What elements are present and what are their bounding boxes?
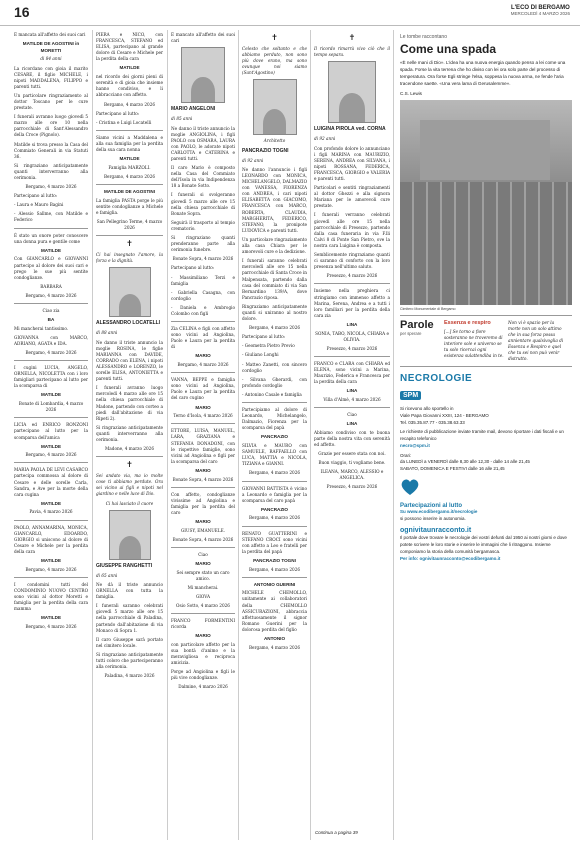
notice-text: FRANCO e CLARA con CHIARA ed ELENA, sono vicini a Marina, Maurizio, Federica e Francesca per la perdita della cara	[314, 360, 390, 385]
divider	[171, 321, 235, 322]
memorial-quote: Ci hai insegnato l'amore, la forza e la dignità.	[96, 252, 163, 264]
deceased-name: LUIGINA PIROLA ved. CORNA	[314, 126, 386, 133]
notice-text: - Massimiliano Terzi e famiglia	[171, 274, 235, 286]
notice-text: I funerali si svolgeranno giovedì 5 marzo alle ore 15 nella chiesa parrocchiale di Bonate Sopra.	[171, 192, 235, 216]
info-line: Viale Papa Giovanni XXIII, 124 - BERGAMO	[400, 412, 489, 418]
notice-place-date: Osio Sotto, 4 marzo 2026	[176, 602, 230, 608]
divider	[14, 228, 88, 229]
notice-place-date: Bonate Sopra, 4 marzo 2026	[172, 256, 234, 262]
hours-title: Orari:	[400, 452, 412, 458]
notice-text: Il caro Giuseppe sarà portato nel cimitero locale.	[96, 636, 163, 648]
notice-text: - Alessio Sallme, con Matilde e Federico	[14, 211, 88, 223]
memorial-quote: Sei andato via, ma io molte cose ti abbiamo perdute. Ora sei vicino ai figli e nipoti nel giardino e nelle luce di Dio.	[96, 473, 163, 497]
deceased-name: MARIO ANGELONI	[171, 106, 216, 113]
heart-icon	[400, 478, 420, 496]
divider	[242, 481, 307, 482]
deceased-name: MARIO	[195, 467, 211, 473]
notice-text: Mi mancherai tantissimo.	[14, 325, 69, 331]
notice-text: con particolare affetto per la sua bontà d'animo e la meravigliosa e reciproca amicizia.	[171, 641, 235, 666]
divider	[171, 423, 235, 424]
continued-notice: Continua a pagina 39	[315, 830, 358, 835]
hours-line: SABATO, DOMENICA E FESTIVI dalle 16 alle 21,45	[400, 466, 505, 472]
deceased-name: ANTONIO	[263, 635, 286, 641]
notice-text: I cugini LUCIA, ANGELO, ORNELLA, NICOLETTA con i loro famigliari partecipano al lutto per la scomparsa di	[14, 365, 88, 389]
notice-place-date: Presezzo, 4 marzo 2026	[326, 484, 378, 490]
divider	[171, 613, 235, 614]
notice-text: Con profondo dolore lo annunciano i figli MARINA con MAURIZIO, SERENA, ANDREA con SILVANA, i nipoti ROSSANA, FEDERICA, FRANCESCA, GIORGIO e VALERIA e parenti tutti.	[314, 145, 390, 181]
notice-place-date: Bergamo, 4 marzo 2026	[25, 452, 77, 458]
notice-text: VANNA, BEPPE e famiglia sono vicini ad Angiolina, Paolo e Laura per la perdita del caro cugino	[171, 377, 235, 401]
deceased-name: MATILDE	[40, 500, 62, 506]
deceased-name: PANCRAZIO	[261, 506, 288, 512]
notice-text: La famiglia PASTA porge le più sentite condoglianze a Michele e famiglia.	[96, 197, 163, 215]
notice-place-date: Bergamo, 4 marzo 2026	[177, 362, 229, 368]
notice-text: Ciao zia	[42, 307, 60, 313]
notice-text: Ne danno il triste annuncio la moglie ROSINA, le figlie MARIANNA con DAVIDE, CORRADO con ELENA, i nipoti ALESSANDRO e LORENZO, le sorelle ELISA, ANTONIETTA e parenti tutti.	[96, 339, 163, 382]
notice-text: Siamo vicini a Maddalena e alla sua famiglia per la perdita della sua cara nonna	[96, 134, 163, 152]
obituary-column-3	[171, 32, 235, 842]
deceased-age: di 92 anni	[314, 136, 336, 142]
divider	[242, 577, 307, 578]
divider	[96, 456, 163, 457]
obituary-column-1	[14, 32, 88, 842]
notice-text: Con affetto, condoglianze vivissime ad Angiolina e famiglia per la perdita del caro	[171, 491, 235, 515]
notice-place-date: Paladina, 4 marzo 2026	[104, 673, 155, 679]
deceased-name: ALESSANDRO LOCATELLI	[96, 320, 161, 327]
deceased-age: di 88 anni	[96, 330, 118, 336]
notice-text: Si ringraziano anticipatamente tutti coloro che parteciperanno alla cerimonia.	[96, 651, 163, 670]
notice-text: Ne danno il triste annuncio la moglie ANGIOLINA, i figli PAOLO con OSMARA, LAURA con PAOLO, le adorate nipoti CARLOTTA e CATERINA e parenti tutti.	[171, 125, 235, 161]
deceased-name: GIUSEPPE RANGHETTI	[96, 562, 153, 569]
notice-place-date: Bergamo, 4 marzo 2026	[25, 623, 77, 629]
deceased-name: PANCRAZIO	[261, 434, 288, 440]
notice-text: Ne dà il triste annuncio ORNELLA con tutta la famiglia.	[96, 581, 163, 600]
divider	[314, 283, 390, 284]
notice-place-date: Dalmine, 4 marzo 2026	[178, 684, 228, 690]
divider	[242, 526, 307, 527]
notice-text: Si ringraziano anticipatamente quanti interverranno alla cerimonia.	[96, 424, 163, 442]
divider	[96, 184, 163, 185]
deceased-name: LINA	[346, 321, 358, 327]
notice-text: Con GIANCARLO e GIOVANNI partecipo al dolore dei suoi cari e prego le sue più sentite condoglianze.	[14, 256, 88, 280]
notice-text: Ne danno l'annuncio i figli LEONARDO con MONICA, MICHELANGELO, DALMAZIO con VANESSA, FIORENZA con ANDREA, i cari nipoti ELISABETTA con GIACOMO, FRANCESCA con MARCO, ROBERTA, CLAUDIA, MARGHERITA, FEDERICO, STEFANO, la pronipote LUDOVICA e parenti tutti.	[242, 166, 307, 233]
notice-place-date: Bergamo, 4 marzo 2026	[248, 644, 301, 650]
deceased-name: MARIO	[195, 353, 211, 359]
cross-icon: ✝	[126, 460, 133, 470]
notice-text: LICIA ed ENRICO RONZONI partecipano al lutto per la scomparsa dell'amica	[14, 422, 88, 440]
deceased-title: Architetto	[263, 138, 286, 144]
photo-caption: Cimitero Monumentale di Bergamo	[400, 306, 456, 311]
obituary-column-2	[96, 32, 163, 842]
notice-signature: SONIA, TABO, NICOLA, CHIARA e OLIVIA.	[315, 330, 389, 342]
divider	[14, 303, 88, 304]
notice-text: - Silvana Gherardi, con profondo cordoglio	[242, 376, 307, 388]
notice-text: Porge ad Angiolina e figli le più vive condoglianze.	[171, 669, 235, 681]
notice-text: RENATO GUATTERINI e STEFANO CROCI sono vicini con affetto a Leo e fratelli per la perdita del papà	[242, 530, 307, 554]
portal-info[interactable]: Per info: ognivitaunracconto@ecodibergamo.it	[400, 555, 501, 561]
notice-text: I funerali verranno celebrati giovedì alle ore 15 nella parrocchiale di Presezzo, partendo dalla casa funeraria in via F.lli Calvi 8 di Ponte San Pietro, ove la nostra cara Luigina è composta.	[314, 212, 390, 248]
paper-name: L'ECO DI BERGAMO	[510, 5, 570, 11]
notice-text: È stato un onore poter conoscere una donna pura e gentile come	[14, 232, 88, 244]
deceased-name: MATILDE DE AGOSTINI	[103, 188, 156, 194]
divider	[14, 577, 88, 578]
notice-text: Il caro Mario è composto nella Casa del Commiato dell'Isola in via Indipendenza 18 a Bonate Sotto.	[171, 165, 235, 189]
notice-text: - Gabriella Casagna, con cordoglio	[171, 289, 235, 301]
deceased-name: MATILDE	[40, 443, 62, 449]
notice-text: Mi mancherai.	[187, 584, 219, 590]
notice-text: Partecipano al lutto:	[171, 265, 215, 271]
deceased-name: MARIO	[195, 633, 211, 639]
memorial-quote: Celesto che soltanto e che abbiamo perduto, non sono più dove erano, ma sono ovunque noi siamo (Sant'Agostino)	[242, 46, 307, 76]
notice-text: - Daniela e Ambrogio Colombo con figli	[171, 304, 235, 316]
article-signature: C.S. Lewis	[400, 90, 422, 96]
notice-text: Seguirà il trasporto al tempio crematorio.	[171, 219, 235, 231]
cross-icon: ✝	[348, 33, 356, 42]
notice-text: Partecipiamo al dolore di Leonardo, Michelangelo, Dalmazio, Fiorenza per la scomparsa del papà	[242, 407, 307, 431]
notice-place-date: Presezzo, 4 marzo 2026	[326, 345, 378, 351]
notice-signature: BARBARA	[40, 283, 62, 289]
lutto-title: Partecipazioni al lutto	[400, 502, 463, 509]
notice-text: Ciao	[347, 411, 357, 417]
divider	[314, 407, 390, 408]
notice-place-date: Bonate Sopra, 4 marzo 2026	[172, 476, 234, 482]
deceased-age: di 84 anni	[40, 56, 62, 62]
notice-signature: ILEANA, MARCO, ALESSIO e ANGELICA.	[320, 469, 384, 481]
notice-place-date: Bergamo, 4 marzo 2026	[25, 566, 77, 572]
notice-place-date: Madone, 4 marzo 2026	[104, 446, 154, 452]
hours-line: da LUNEDÌ a VENERDÌ dalle 8,30 alle 12,30 - dalle 14 alle 21,45	[400, 459, 530, 465]
memorial-quote: Il ricordo rimarrà vivo ciò che il tempo separa.	[314, 46, 390, 58]
divider	[242, 402, 307, 403]
cross-icon: ✝	[126, 239, 133, 249]
notice-text: I funerali avranno luogo mercoledì 4 marzo alle ore 15 nella chiesa parrocchiale di Madone, partendo con corteo a piedi dall'abitazione di via Ripeti 2).	[96, 385, 163, 421]
notice-place-date: Bergamo, 4 marzo 2026	[248, 566, 301, 572]
column-divider	[92, 30, 93, 840]
deceased-name: MATILDE	[40, 392, 62, 398]
deceased-name: MARIO	[195, 560, 211, 566]
notice-place-date: Pavia, 4 marzo 2026	[29, 509, 73, 515]
deceased-name: MARIO	[195, 519, 211, 524]
notice-text: - Antonino Casale e famiglia	[242, 391, 302, 397]
deceased-name: MATILDE	[119, 65, 140, 71]
cemetery-photo	[400, 100, 572, 305]
notice-signature: GIUSY, EMANUELE.	[180, 527, 226, 533]
notice-signature: Famiglia MARZOLI.	[108, 164, 151, 170]
obituary-column-5	[314, 32, 390, 827]
portal-text: Il portale dove trovare le necrologie dei vostri defunti dal 1950 ai nostri giorni e dove potete scrivere le loro storie e inserire le immagini che li ritraggono. Insieme componiamo la storia della comunità bergamasca.	[400, 535, 567, 554]
notice-text: - Laura e Mauro Bagini	[14, 202, 64, 208]
notice-text: GIOVANNI BATTISTA è vicino a Leonardo e famiglia per la scomparsa del caro papà	[242, 485, 307, 503]
portrait-photo	[253, 79, 297, 135]
page-header	[0, 0, 580, 26]
divider	[171, 547, 235, 548]
parole-subtitle: per sperare	[400, 330, 422, 336]
rubric-label: Le tombe raccontano	[400, 34, 447, 40]
deceased-name: PANCRAZIO TOGNI	[253, 557, 296, 563]
portrait-photo	[181, 47, 225, 103]
notice-text: La ricordano con gioia il marito CESARE, il figlio MICHELE, i nipoti MADDALENA, FILIPPO e parenti tutti.	[14, 65, 88, 89]
notice-text: Abbiamo condiviso con te buona parte della nostra vita con serenità ed affetto.	[314, 429, 390, 447]
deceased-name: MATILDE	[119, 156, 140, 162]
divider	[314, 356, 390, 357]
column-divider	[167, 30, 168, 840]
notice-text: Insieme nella preghiera ci stringiamo con immenso affetto a Marina, Serena, Andrea e a tutti i loro familiari per la perdita della cara zia	[314, 288, 390, 318]
notice-text: Ciao	[198, 551, 208, 557]
notice-text: Semblicemente ringraziamo quanti ci saranno di conforto con la loro presenza nell'ultimo saluto.	[314, 252, 390, 270]
notice-text: Matilde si trova presso la Casa del Commiato Generali in via Statuti 36.	[14, 141, 88, 159]
notice-text: Un particolare ringraziamento al dottor Toscano per le cure prestate.	[14, 92, 88, 111]
notice-place-date: Presezzo, 4 marzo 2026	[326, 273, 378, 279]
paper-date: MERCOLEDÌ 4 MARZO 2026	[510, 11, 570, 16]
divider	[171, 487, 235, 488]
divider	[14, 462, 88, 463]
notice-place-date: Bergamo, 4 marzo 2026	[103, 173, 156, 179]
notice-signature: GIOVA	[195, 593, 211, 599]
divider	[14, 417, 88, 418]
notice-text: nel ricordo dei giorni pieni di serenità e di gioia che insieme hanno condiviso, e li abbracciano con affetto.	[96, 74, 163, 98]
notice-place-date: Bonate Sopra, 4 marzo 2026	[172, 536, 234, 542]
notice-text: I funerali saranno celebrati giovedì 5 marzo alle ore 15 nella parrocchiale di Paladina, partendo dall'abitazione di via Monaco di Sopra 1.	[96, 603, 163, 633]
notice-text: Si ringraziano quanti prenderanno parte alla cerimonia funebre.	[171, 235, 235, 253]
notice-text: È mancato all'affetto dei suoi cari	[171, 32, 235, 44]
deceased-age: di 65 anni	[96, 572, 118, 578]
divider	[96, 235, 163, 236]
lutto-link[interactable]: Su www.ecodibergamo.it/necrologie	[400, 508, 478, 514]
deceased-name: PANCRAZIO TOGNI	[242, 147, 289, 154]
notice-place-date: Bergamo, 4 marzo 2026	[248, 515, 301, 521]
deceased-name: LINA	[346, 421, 358, 427]
parole-box	[400, 315, 572, 368]
email-link[interactable]: necro@spm.it	[400, 442, 430, 448]
poem-title: Essenza e respiro	[444, 319, 491, 326]
notice-text: PIERA e NICO, con FRANCESCA, STEFANO ed ELISA, partecipano al grande dolore di Cesare e Michele per la perdita della cara	[96, 32, 163, 62]
notice-text: MICHELE CHEMOLLO, unitamente ai collaboratori della CHEMOLLO ASSICURAZIONI, abbraccia affettuosamente il signor Romano Guerini per la dolorosa perdita del figlio	[242, 590, 307, 632]
deceased-age: di 85 anni	[171, 116, 193, 122]
notice-text: Partecipano al lutto:	[242, 334, 286, 340]
poem-text: [...] Se torno a fiore sosteranno ne troveremo di interiore sole e universo se tu solo ricercai ogni esistenza sulattendiba in te.	[444, 328, 504, 358]
notice-text: Si ringraziano anticipatamente quanti interverranno alla cerimonia.	[14, 162, 88, 180]
notice-text: - Giuliano Longhi	[242, 352, 279, 358]
info-line: Le richieste di pubblicazione inviate tramite mail, devono riportare i dati fiscali e un recapito telefonico	[400, 429, 564, 442]
portrait-photo	[328, 61, 376, 123]
notice-text: FRANCO FORMENTINI ricorda	[171, 618, 235, 630]
notice-text: I funerali avranno luogo giovedì 5 marzo alle ore 10 nella parrocchiale di Sant'Alessandro della Croce (Pignolo).	[14, 114, 88, 138]
memorial-quote: Ci hai lasciato il cuore	[105, 500, 154, 506]
divider	[14, 360, 88, 361]
notice-text: I condomini tutti del CONDOMINIO NUOVO CENTRO sono vicini al dottor Moretti e famiglia per la perdita della cara mamma	[14, 581, 88, 612]
deceased-name: MARIO	[195, 404, 211, 410]
notice-text: GIOVANNA con MARCO, ADRIANO, AGATA e IDA.	[14, 334, 88, 346]
notice-place-date: Bonate di Lombardia, 4 marzo 2026	[18, 401, 84, 413]
notice-place-date: Villa d'Almè, 4 marzo 2026	[323, 396, 381, 402]
divider	[96, 130, 163, 131]
sidebar	[400, 34, 572, 562]
obituary-column-4	[242, 32, 307, 827]
notice-text: PAOLO, ANNAMARINA, MONICA, GIANCARLO, EDOARDO, GIORGIO si uniscono al dolore di Cesare e Michele per la perdita della cara	[14, 524, 88, 554]
notice-text: Partecipano al lutto:	[96, 110, 140, 116]
page-number: 16	[14, 4, 30, 20]
cross-icon: ✝	[271, 33, 278, 42]
notice-text: - Geometra Pietro Previo	[242, 343, 295, 349]
notice-text: I funerali saranno celebrati mercoledì alle ore 15 nella parrocchiale di Santa Croce in Malpensata, partendo dalla casa del commiato di via San Bernardino 139/A, dove Pancrazio riposa.	[242, 258, 307, 300]
notice-text: SILVIA e MAURO con SAMUELE, RAFFAELLO con LUCA, MATTIA e NICOLA, TIZIANA e GIANNI.	[242, 443, 307, 467]
column-divider	[238, 30, 239, 840]
notice-text: Un particolare ringraziamento alla casa Chiara per le amorevoli cure e la dedizione.	[242, 236, 307, 255]
column-divider	[393, 30, 394, 840]
divider	[14, 520, 88, 521]
parole-title: Parole	[400, 318, 434, 331]
poem-text-continued: Non vi è spazio per la morte non un solo attimo che in sua forza possa annientare qualsivoglia di Essenza e Respiro e quel che tu sei non può venir distrutto.	[508, 319, 564, 362]
deceased-name: MATILDE	[40, 615, 62, 621]
notice-text: - Matteo Zanetti, con sincero cordoglio	[242, 361, 307, 373]
notice-text: Partecipano al lutto:	[14, 193, 58, 199]
deceased-name: BA	[47, 317, 55, 323]
lutto-text: si possono inserire in autonomia.	[400, 515, 466, 521]
notice-place-date: Bergamo, 4 marzo 2026	[248, 325, 301, 331]
portrait-photo	[109, 510, 151, 560]
necrologie-heading: NECROLOGIE	[400, 373, 473, 385]
deceased-age: di 92 anni	[242, 157, 264, 163]
notice-text: È mancata all'affetto dei suoi cari	[14, 32, 86, 37]
info-line: Si ricevono allo sportello in	[400, 406, 454, 412]
notice-text: Particolari e sentiti ringraziamenti al dottor Ghezzi e alla signora Mariana per le amorevoli cure prestate.	[314, 185, 390, 209]
notice-text: MARIA PAOLA DE LEVI CASARCO partecipa commossa al dolore di Cesare e delle sorelle Carla, Sandra, e Ave per la morte della cara cugina	[14, 467, 88, 497]
deceased-name: LINA	[346, 388, 358, 394]
notice-place-date: Bergamo, 4 marzo 2026	[25, 350, 77, 355]
notice-text: Grazie per essere stata con noi.	[318, 450, 386, 456]
deceased-name: MATILDE	[40, 247, 62, 253]
portrait-photo	[109, 267, 151, 317]
deceased-name: MATILDE DE AGOSTINI in MORETTI	[22, 41, 80, 53]
spm-logo: SPM	[400, 391, 421, 400]
info-line: Tel. 035.35.87.77 - 035.38.63.33	[400, 419, 465, 425]
column-divider	[310, 30, 311, 840]
notice-text: ETTORE, LUISA, MANUEL, LARA, GRAZIANA e STEFANIA DONADONI, con le rispettive famiglie, sono vicini ad Angiolina e figli per la scomparsa del caro	[171, 428, 235, 464]
notice-place-date: Terno d'Isola, 4 marzo 2026	[173, 413, 233, 419]
masthead	[511, 3, 570, 16]
notice-text: Ringraziamo anticipatamente quanti si uniranno al nostro dolore.	[242, 303, 307, 322]
deceased-name: MATILDE	[40, 558, 62, 564]
divider	[171, 372, 235, 373]
notice-place-date: Bergamo, 4 marzo 2026	[25, 184, 77, 190]
notice-text: Zia CELINA e figli con affetto sono vicini ad Angiolina, Paolo e Laura per la perdita di	[171, 326, 235, 350]
portal-link[interactable]: ognivitaunracconto.it	[400, 527, 472, 535]
notice-place-date: Bergamo, 4 marzo 2026	[25, 292, 77, 298]
article-text: «È nelle mani di Dio». L'idea ha una nuova energia quando penso a lei come una spada. Forse la vita terrena che ho diviso con lei ora solo parte del processo di temperatura. Ora forse Egli stringe l'elsa, soppesa la nuova arma, ne fende l'aria tracendone saette. «Una vera lama di Gerusalemme».	[400, 60, 566, 86]
deceased-name: ANTONIO GUERINI	[253, 581, 296, 587]
notice-place-date: Bergamo, 4 marzo 2026	[103, 101, 156, 107]
notice-place-date: Bergamo, 4 marzo 2026	[248, 470, 301, 476]
article-title: Come una spada	[400, 42, 497, 56]
notice-place-date: San Pellegrino Terme, 4 marzo 2026	[96, 218, 163, 230]
notice-text: Sei sempre stato un caro amico.	[176, 569, 230, 581]
notice-text: - Cristina e Luigi Locatelli	[96, 119, 152, 125]
contact-info	[400, 406, 572, 473]
notice-text: Buon viaggio, ti vogliamo bene.	[318, 460, 386, 466]
